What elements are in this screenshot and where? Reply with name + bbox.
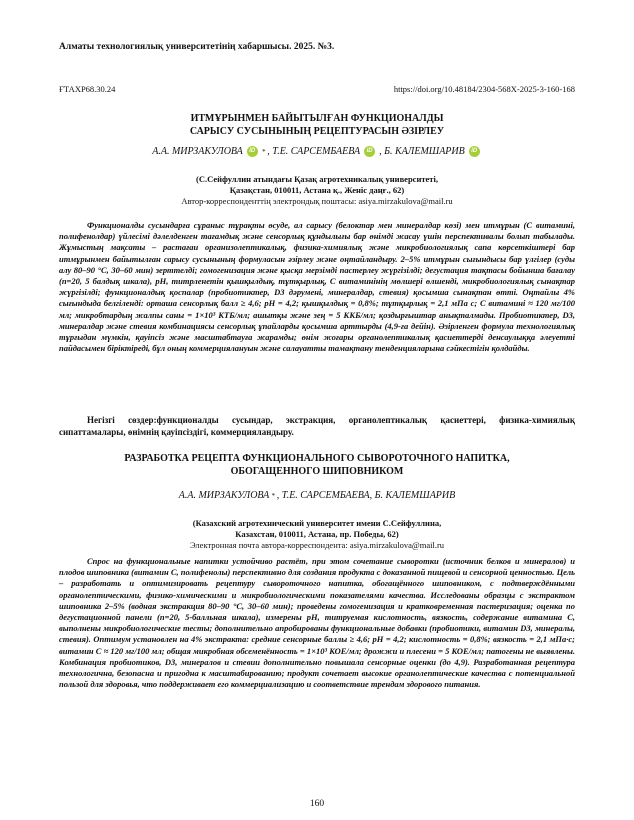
- kz-affil-email: Автор-корреспонденттің электрондық поштасы: asiya.mirzakulova@mail.ru: [181, 196, 453, 206]
- article-meta: [59, 84, 575, 94]
- ru-author1: А.А. МИРЗАКУЛОВА: [178, 490, 270, 501]
- ru-affil-line1: (Казахский агротехнический университет имени С.Сейфуллина,: [192, 518, 442, 528]
- ru-abstract: Спрос на функциональные напитки устойчиво растёт, при этом сочетание сыворотки (источник белков и минералов) и плодов шиповника (витамин С, полифенолы) перспективно для создания продукта с доказанной пищевой и сенсорной ценностью. Цель – разработать и оптимизировать рецептуру сывороточного напитка, обогащённого шиповником, с подтверждёнными органолептическими, физико-химическими и микробиологическими показателями качества. Исследованы образцы с экстрактом шиповника 2–5% (водная экстракция 80–90 °C, 30–60 мин); проведены гомогенизация и кратковременная пастеризация; оценка по дегустационной панели (n=20, 5-балльная шкала), измерены pH, титруемая кислотность, вязкость, содержание витамина С, выполнены микробиологические тесты; дополнительно апробированы функциональные добавки (пробиотики, витамин D3, минералы, стевия). Оптимум установлен на 4% экстракта: средние сенсорные баллы ≥ 4,6; pH = 4,2; кислотность = 0,8%; вязкость = 2,1 мПа·с; витамин С ≈ 120 мг/100 мл; общая микробная обсеменённость = 1×10³ КОЕ/мл; дрожжи и плесени = 5 КОЕ/мл; патогены не выявлены. Комбинация пробиотиков, D3, минералов и стевии дополнительно повышала сенсорные оценки (до 4,9). Разработанная рецептура технологична, безопасна и пригодна к масштабированию; продукт сочетает высокие органолептические качества с потенциальной пользой для здоровья, что поддерживает его коммерциализацию и соответствие трендам здорового питания.: [59, 556, 575, 690]
- kz-keywords: Негізгі сөздер:функционалды сусындар, экстракция, органолептикалық қасиеттері, физика-химиялық сипаттамалары, өнімнің қауіпсіздігі, коммерцияландыру.: [59, 415, 575, 437]
- ru-affil-email: Электронная почта автора-корреспондента: asiya.mirzakulova@mail.ru: [189, 540, 445, 550]
- kz-author2: , Т.Е. САРСЕМБАЕВА: [267, 146, 361, 157]
- ru-authors: [59, 490, 575, 501]
- page-number: 160: [309, 799, 325, 809]
- kz-authors: [59, 146, 575, 157]
- kz-author1: А.А. МИРЗАКУЛОВА: [152, 146, 243, 157]
- kz-affil-line2: Қазақстан, 010011, Астана қ., Женіс даңғ., 62): [229, 185, 405, 195]
- ru-title-line2: ОБОГАЩЕННОГО ШИПОВНИКОМ: [230, 466, 404, 477]
- ru-affiliation: [59, 518, 575, 551]
- kz-title-line1: ИТМҰРЫНМЕН БАЙЫТЫЛҒАН ФУНКЦИОНАЛДЫ: [190, 113, 444, 124]
- ru-affil-line2: Казахстан, 010011, Астана, пр. Победы, 62): [235, 529, 399, 539]
- classification-code: ҒТАХР68.30.24: [59, 84, 116, 94]
- kz-abstract: Функционалды сусындарға сұраныс тұрақты өсуде, ал сарысу (белоктар мен минералдар көзі) мен итмұрын (С витамині, полифенолдар) үйлесімі дәлелденген тағамдық және сенсорлық құндылығы бар өнімді жасау үшін перспективалы болып табылады. Жұмыстың мақсаты – растағаи организолептикалық, физика-химиялық және микробиологиялық сапа көрсеткіштері бар итмұрынмен байытылған сарысу сусынының формуласын әзірлеу және оңтайландыру. 2–5% итмұрын сығындысы бар үлгілер (суды алу 80–90 °C, 30–60 мин) зерттелді; гомогенизация және қысқа мерзімді пастерлеу жүргізілді; дегустация тақтасы бойынша бағалау (n=20, 5 балдық шкала), pH, титрленетін қышқылдық, тұтқырлық, С витаминінің мөлшері өлшенді, микробиологиялық сынақтар жүргізілді; функционалдық қоспалар (пробиотиктер, D3 дәрумені, минералдар, стевия) қосымша сынақтан өтті. Оңтайлы 4% сығындыда белгіленді: орташа сенсорлық балл ≥ 4,6; pH = 4,2; қышқылдық = 0,8%; тұтқырлық = 2,1 мПа с; С витамині ≈ 120 мг/100 мл; микробтардың жалпы саны = 1×10³ КТБ/мл; ашытқы және зең = 5 ККБ/мл; қоздырғыштар анықталмады. Пробиотиктер, D3, минералдар және стевия комбинациясы сенсорлық ұпайларды қосымша арттырды (4,9-ға дейін). Әзірленген формула технологиялық тұрғыдан мүмкін, қауіпсіз және масштабтауға жарамды; өнім жоғары органолептикалық қасиеттерді денсаулыққа әлеуетті пайдасымен біріктіреді, бұл оның коммерциялануын және салауатты тамақтану тенденцияларына сәйкестігін қолдайды.: [59, 220, 575, 354]
- kz-title-line2: САРЫСУ СУСЫНЫНЫҢ РЕЦЕПТУРАСЫН ӘЗІРЛЕУ: [189, 126, 445, 137]
- kz-author3: , Б. КАЛЕМШАРИВ: [379, 146, 465, 157]
- kz-affil-line1: (С.Сейфуллин атындағы Қазақ агротехникалық университеті,: [196, 174, 438, 184]
- doi-link[interactable]: https://doi.org/10.48184/2304-568X-2025-3-160-168: [393, 84, 575, 94]
- orcid-icon[interactable]: iD: [247, 146, 258, 157]
- orcid-icon[interactable]: iD: [364, 146, 375, 157]
- ru-title-line1: РАЗРАБОТКА РЕЦЕПТА ФУНКЦИОНАЛЬНОГО СЫВОРОТОЧНОГО НАПИТКА,: [124, 453, 510, 464]
- kz-title: [59, 112, 575, 138]
- ru-author1-mark: *: [271, 491, 275, 500]
- orcid-icon[interactable]: iD: [469, 146, 480, 157]
- journal-header: Алматы технологиялық университетінің хабаршысы. 2025. №3.: [59, 42, 335, 52]
- kz-author1-mark: *: [261, 147, 266, 156]
- ru-authors-rest: , Т.Е. САРСЕМБАЕВА, Б. КАЛЕМШАРИВ: [276, 490, 456, 501]
- kz-affiliation: [59, 174, 575, 207]
- ru-title: [59, 452, 575, 478]
